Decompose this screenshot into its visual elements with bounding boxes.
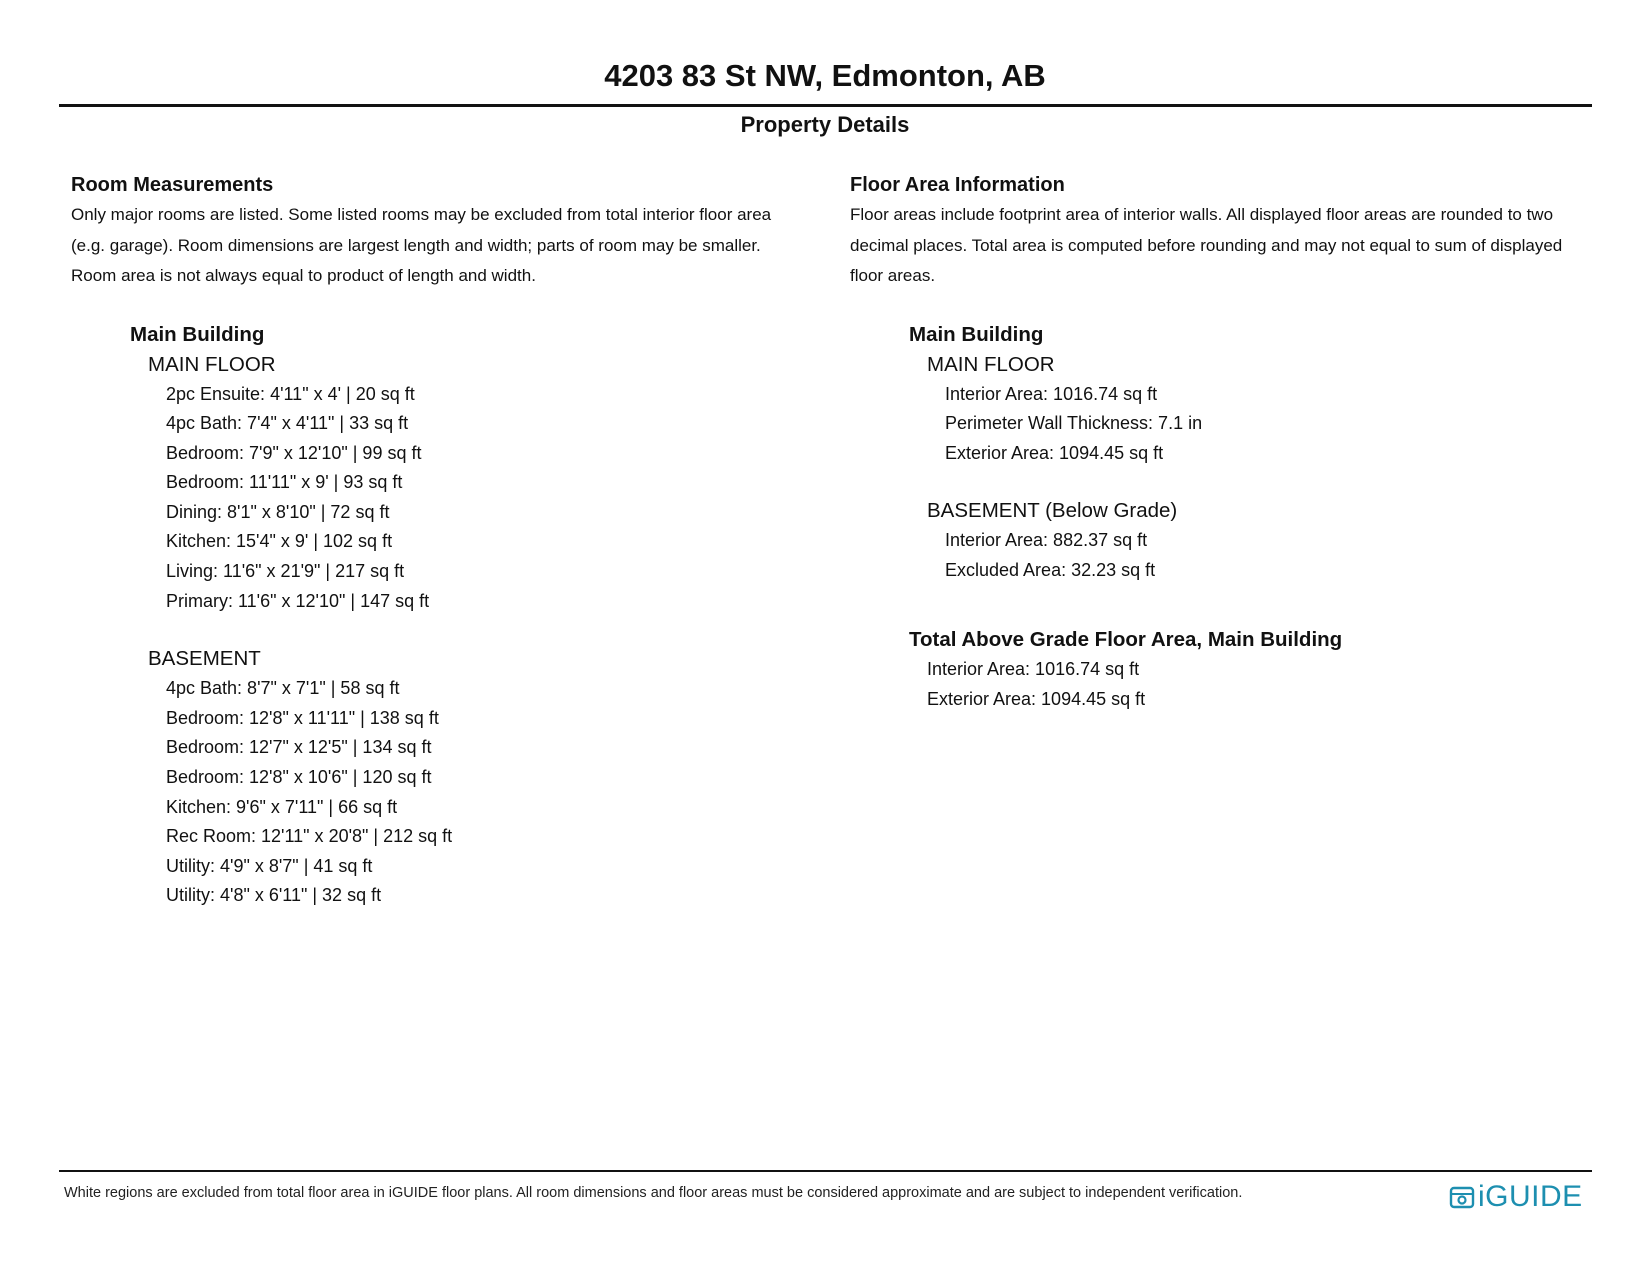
room-item: Bedroom: 11'11" x 9' | 93 sq ft <box>166 472 403 493</box>
basement-heading: BASEMENT (Below Grade) <box>927 499 1178 523</box>
main-floor-heading: MAIN FLOOR <box>927 352 1055 376</box>
camera-icon <box>1449 1184 1475 1210</box>
area-item: Perimeter Wall Thickness: 7.1 in <box>945 413 1203 434</box>
main-floor-heading: MAIN FLOOR <box>148 352 276 376</box>
intro-line: floor areas. <box>850 266 936 285</box>
header-divider <box>59 104 1592 107</box>
intro-line: Room area is not always equal to product of length and width. <box>71 266 536 285</box>
intro-line: Floor areas include footprint area of interior walls. All displayed floor areas are rounded to two <box>850 205 1554 224</box>
intro-line: Only major rooms are listed. Some listed rooms may be excluded from total interior floor area <box>71 205 772 224</box>
room-item: Primary: 11'6" x 12'10" | 147 sq ft <box>166 590 430 611</box>
building-heading: Main Building <box>909 322 1044 346</box>
room-building-block <box>130 320 811 912</box>
room-measurements-intro <box>71 200 811 292</box>
page-subtitle: Property Details <box>740 112 910 137</box>
room-measurements-heading: Room Measurements <box>71 174 274 196</box>
room-item: Living: 11'6" x 21'9" | 217 sq ft <box>166 561 405 582</box>
area-item: Excluded Area: 32.23 sq ft <box>945 559 1156 580</box>
room-item: Bedroom: 12'8" x 11'11" | 138 sq ft <box>166 707 439 728</box>
property-address-title: 4203 83 St NW, Edmonton, AB <box>604 58 1046 93</box>
room-item: Utility: 4'8" x 6'11" | 32 sq ft <box>166 885 382 906</box>
basement-heading: BASEMENT <box>148 647 261 671</box>
area-building-block <box>909 320 1610 586</box>
area-item: Exterior Area: 1094.45 sq ft <box>945 442 1164 463</box>
room-item: 2pc Ensuite: 4'11" x 4' | 20 sq ft <box>166 383 415 404</box>
floor-area-heading: Floor Area Information <box>850 174 1065 196</box>
area-item: Interior Area: 882.37 sq ft <box>945 530 1148 551</box>
room-item: Rec Room: 12'11" x 20'8" | 212 sq ft <box>166 826 453 847</box>
room-item: Bedroom: 7'9" x 12'10" | 99 sq ft <box>166 442 422 463</box>
room-item: Kitchen: 15'4" x 9' | 102 sq ft <box>166 531 393 552</box>
room-item: 4pc Bath: 7'4" x 4'11" | 33 sq ft <box>166 413 409 434</box>
iguide-logo <box>1449 1180 1589 1214</box>
footer-divider <box>59 1170 1592 1172</box>
floor-area-intro <box>850 200 1610 292</box>
room-item: Bedroom: 12'8" x 10'6" | 120 sq ft <box>166 767 432 788</box>
total-area-item: Exterior Area: 1094.45 sq ft <box>927 689 1146 710</box>
intro-line: (e.g. garage). Room dimensions are largest length and width; parts of room may be smaller. <box>71 235 761 255</box>
room-item: Utility: 4'9" x 8'7" | 41 sq ft <box>166 855 373 876</box>
room-item: 4pc Bath: 8'7" x 7'1" | 58 sq ft <box>166 678 400 699</box>
logo-text: iGUIDE <box>1478 1180 1583 1213</box>
area-item: Interior Area: 1016.74 sq ft <box>945 383 1158 404</box>
floor-area-section <box>850 170 1610 715</box>
room-item: Bedroom: 12'7" x 12'5" | 134 sq ft <box>166 737 432 758</box>
room-item: Dining: 8'1" x 8'10" | 72 sq ft <box>166 501 390 522</box>
total-area-item: Interior Area: 1016.74 sq ft <box>927 659 1140 680</box>
building-heading: Main Building <box>130 322 265 346</box>
room-item: Kitchen: 9'6" x 7'11" | 66 sq ft <box>166 796 398 817</box>
room-measurements-section <box>71 170 811 911</box>
total-area-heading: Total Above Grade Floor Area, Main Building <box>909 628 1343 652</box>
intro-line: decimal places. Total area is computed before rounding and may not equal to sum of displayed <box>850 235 1563 255</box>
footer-disclaimer: White regions are excluded from total floor area in iGUIDE floor plans. All room dimensions and floor areas must be considered approximate and are subject to independent verification. <box>64 1185 1243 1201</box>
